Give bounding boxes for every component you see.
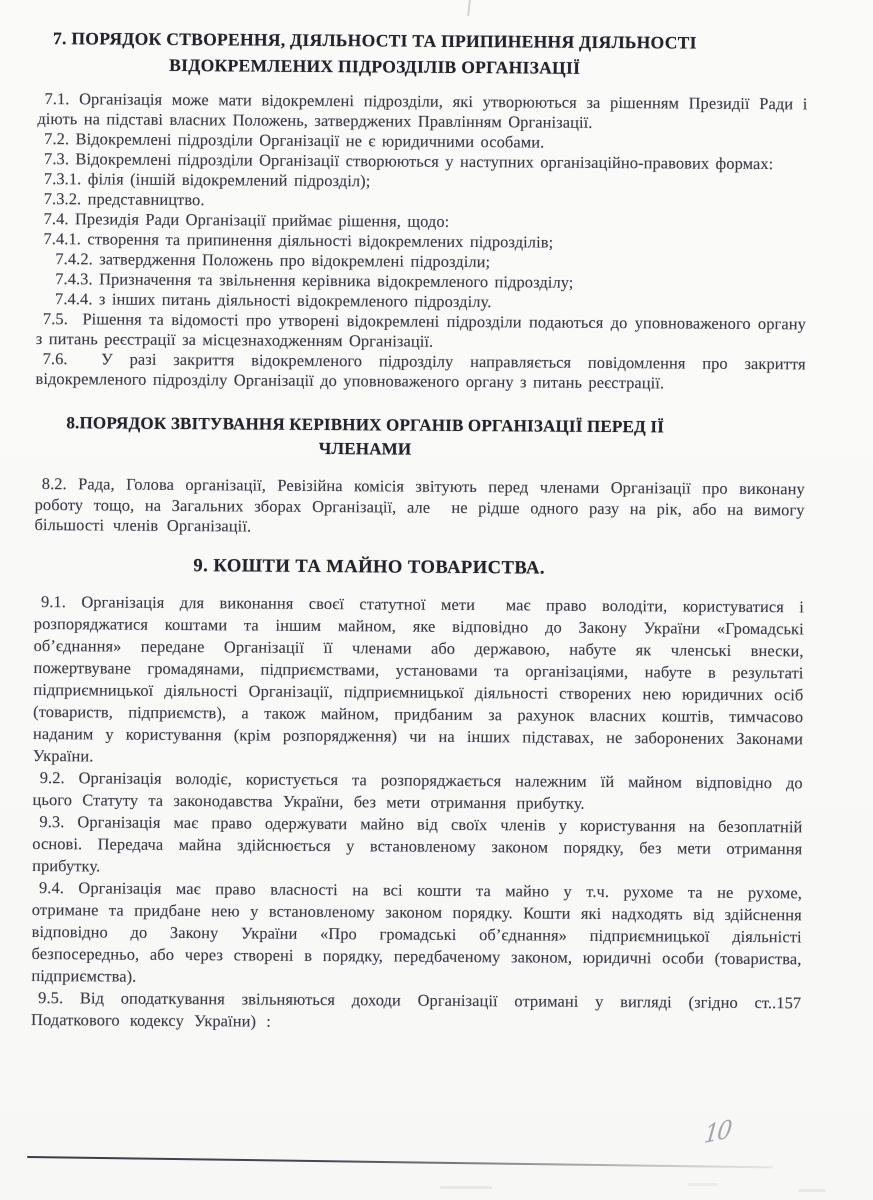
section-9 bbox=[31, 551, 804, 1035]
scan-fold-artifact bbox=[467, 0, 471, 16]
section-8-heading: 8.ПОРЯДОК ЗВІТУВАННЯ КЕРІВНИХ ОРГАНІВ ОРГАНІЗАЦІЇ ПЕРЕД ІЇ ЧЛЕНАМИ bbox=[66, 413, 665, 459]
document-content bbox=[31, 26, 808, 1036]
scan-smudge bbox=[440, 1186, 492, 1189]
para-7-5: 7.5. Рішення та відомості про утворені відокремлені підрозділи подаються до уповноваженого органу з питань реєстрації за місцезнаходженням Організації. bbox=[35, 309, 807, 351]
para-7-3-1: 7.3.1. філія (іншій відокремлений підрозділ); bbox=[43, 169, 371, 191]
para-9-1: 9.1. Організація для виконання своєї статутної мети має право володіти, користуватися і розпоряджатися коштами та іншим майном, яке відповідно до Закону України «Громадські об’єднання» передане Організації її членами або державою, набуте як членські внески, пожертвуване громадянами, підприємствами, установами та організаціями, набуте в результаті підприємницької діяльності Організації, підприємницької діяльності створених нею юридичних осіб (товариств, підприємств), а також майном, придбаним за рахунок власних коштів, тимчасово наданим у користування (крім розпорядження) чи на інших підставах, не заборонених Законами України. bbox=[32, 591, 805, 765]
para-7-2: 7.2. Відокремлені підрозділи Організації не є юридичними особами. bbox=[44, 129, 545, 152]
para-7-4-2: 7.4.2. затвердження Положень про відокремлені підрозділи; bbox=[55, 249, 491, 272]
scan-smudge bbox=[798, 1189, 826, 1192]
handwritten-page-number: 10 bbox=[702, 1114, 732, 1150]
para-8-2: 8.2. Рада, Голова організації, Ревізійна комісія звітують перед членами Організації про виконану роботу тощо, на Загальних зборах Організації, але не рідше одного разу на рік, або на вимогу більшості членів Організації. bbox=[34, 474, 805, 536]
para-9-3: 9.3. Організація має право одержувати майно від своїх членів у користування на безоплатній основі. Передача майна здійснюється у встановленому законом порядку, без мети отримання прибутку. bbox=[32, 811, 803, 875]
section-8 bbox=[34, 411, 805, 541]
para-7-3: 7.3. Відокремлені підрозділи Організації створюються у наступних організаційно-правових формах: bbox=[44, 149, 774, 174]
scan-smudge bbox=[688, 1183, 718, 1186]
para-7-4-1: 7.4.1. створення та припинення діяльності відокремлених підрозділів; bbox=[43, 229, 554, 252]
scan-line-artifact bbox=[27, 1156, 773, 1168]
para-9-4: 9.4. Організація має право власності на всі кошти та майно у т.ч. рухоме та не рухоме, отримане та придбане нею у встановленому законом порядку. Кошти які надходять від здійснення відповідно до Закону України «Про громадські об’єднання» підприємницької діяльністі безпосередньо, або через створені в порядку, передбаченому законом, юридичні особи (товариства, підприємства). bbox=[31, 877, 803, 986]
para-7-4: 7.4. Президія Ради Організації приймає рішення, щодо: bbox=[43, 209, 450, 231]
para-7-6: 7.6. У разі закриття відокремленого підрозділу направляється повідомлення про закриття відокремленого підрозділу Організації до уповноваженого органу з питань реєстрації. bbox=[35, 349, 806, 393]
para-7-4-4: 7.4.4. з інших питань діяльності відокремленого підрозділу. bbox=[55, 289, 492, 312]
para-9-5: 9.5. Від оподаткування звільняються доходи Організації отримані у вигляді (згідно ст..157 Податкового кодексу України) : bbox=[31, 987, 802, 1031]
para-7-4-3: 7.4.3. Призначення та звільнення керівника відокремленого підрозділу; bbox=[55, 269, 574, 292]
section-7-heading: 7. ПОРЯДОК СТВОРЕННЯ, ДІЯЛЬНОСТІ ТА ПРИПИНЕННЯ ДІЯЛЬНОСТІ ВІДОКРЕМЛЕНИХ ПІДРОЗДІЛІВ ОРГАНІЗАЦІЇ bbox=[52, 28, 697, 78]
para-7-3-2: 7.3.2. представництво. bbox=[43, 189, 205, 210]
para-9-2: 9.2. Організація володіє, користується та розпоряджається належним їй майном відповідно до цього Статуту та законодавства України, без мети отримання прибутку. bbox=[32, 767, 803, 813]
section-9-heading: 9. КОШТИ ТА МАЙНО ТОВАРИСТВА. bbox=[193, 555, 546, 579]
para-7-1: 7.1. Організація може мати відокремлені підрозділи, які утворюються за рішенням Президії Ради і діють на підставі власних Положень, затверджених Правлінням Організації. bbox=[37, 89, 808, 132]
section-7 bbox=[35, 26, 808, 394]
